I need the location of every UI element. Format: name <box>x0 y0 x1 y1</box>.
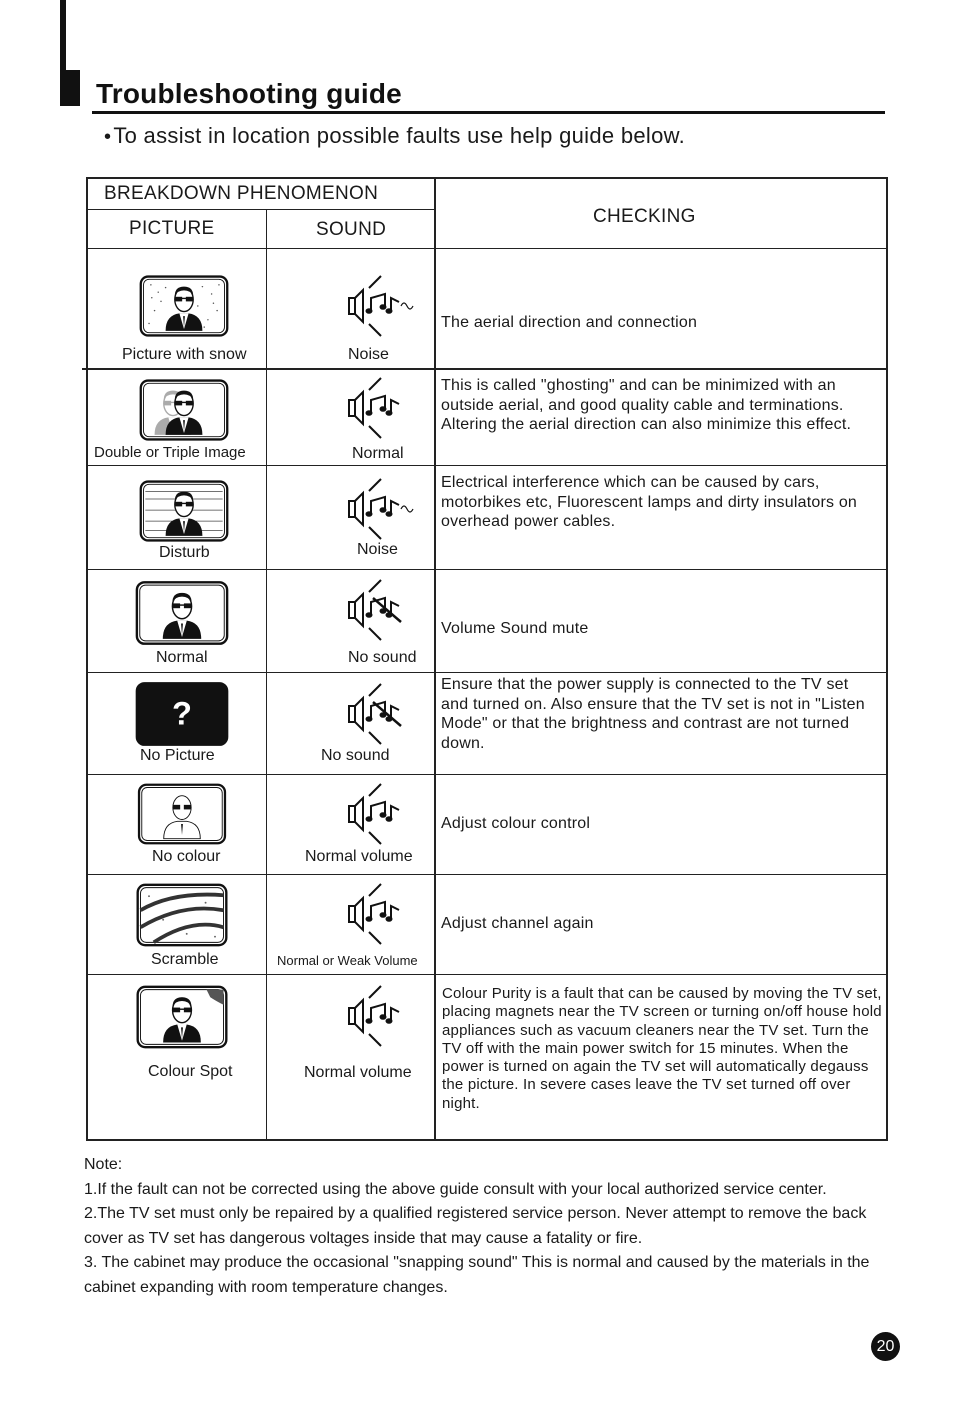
notes-section <box>84 1153 884 1301</box>
picture-caption: Picture with snow <box>122 346 247 363</box>
picture-caption: Scramble <box>151 951 219 968</box>
tv-no-picture-icon <box>134 680 230 748</box>
checking-text: Ensure that the power supply is connected to the TV set and turned on. Also ensure that the TV set is not in "Listen Mode" or that the brightness and contrast are not turned down. <box>441 676 865 752</box>
margin-bar <box>60 0 66 75</box>
bullet: • <box>104 126 112 148</box>
checking-text: Adjust colour control <box>441 815 591 832</box>
sound-header: SOUND <box>316 219 387 240</box>
tv-snow-icon <box>138 272 230 340</box>
tv-scramble-icon <box>134 882 230 948</box>
checking-text: Volume Sound mute <box>441 620 589 637</box>
note-item: 3. The cabinet may produce the occasional "snapping sound" This is normal and caused by the materials in the cabinet expanding with room temperature changes. <box>84 1254 870 1296</box>
breakdown-header: BREAKDOWN PHENOMENON <box>104 183 379 204</box>
speaker-normal-icon <box>343 780 415 852</box>
note-item: 2.The TV set must only be repaired by a qualified registered service person. Never attempt to remove the back cover as TV set has dangerous voltages inside that may cause a fatality or fire. <box>84 1205 867 1247</box>
speaker-noise-icon <box>343 272 415 344</box>
picture-caption: Disturb <box>159 544 210 561</box>
speaker-normal-icon <box>343 880 415 952</box>
sound-caption: No sound <box>348 649 417 666</box>
sound-caption: Normal volume <box>304 1064 412 1081</box>
tv-disturb-icon <box>138 477 230 545</box>
tv-normal-icon <box>134 579 230 647</box>
sound-caption: No sound <box>321 747 390 764</box>
sound-caption: Normal or Weak Volume <box>277 953 418 968</box>
speaker-mute-icon <box>343 576 415 648</box>
intro-line <box>104 123 685 149</box>
picture-header: PICTURE <box>129 218 215 239</box>
checking-text: Adjust channel again <box>441 915 594 932</box>
checking-header: CHECKING <box>593 206 696 227</box>
picture-caption: Normal <box>156 649 208 666</box>
page-title: Troubleshooting guide <box>96 78 402 109</box>
title-underline <box>92 111 885 114</box>
margin-tab <box>60 70 80 106</box>
speaker-normal-icon <box>343 982 415 1054</box>
sound-caption: Normal <box>352 445 404 462</box>
notes-heading: Note: <box>84 1156 123 1173</box>
tv-no-colour-icon <box>134 782 230 846</box>
picture-caption: Colour Spot <box>148 1063 233 1080</box>
speaker-normal-icon <box>343 374 415 446</box>
picture-caption: Double or Triple Image <box>94 444 246 461</box>
sound-caption: Noise <box>357 541 398 558</box>
checking-text: Colour Purity is a fault that can be caused by moving the TV set, placing magnets near the TV screen or turning on/off house hold appliances such as vacuum cleaners near the TV set. Turn the TV off with the main power switch for 15 minutes. When the power is turned on again the TV set will automatically degauss the picture. In severe cases leave the TV set turned off over night. <box>442 985 882 1112</box>
speaker-noise-icon <box>343 475 415 547</box>
checking-text: The aerial direction and connection <box>441 314 698 331</box>
checking-text: This is called "ghosting" and can be minimized with an outside aerial, and good quality cable and terminations. Altering the aerial direction can also minimize this effect. <box>441 377 852 433</box>
tv-colour-spot-icon <box>134 984 230 1050</box>
tv-ghost-icon <box>138 376 230 444</box>
svg-text:?: ? <box>172 694 192 732</box>
checking-text: Electrical interference which can be caused by cars, motorbikes etc, Fluorescent lamps and dirty insulators on overhead power cables. <box>441 474 858 530</box>
speaker-mute-icon <box>343 680 415 752</box>
picture-caption: No colour <box>152 848 221 865</box>
sound-caption: Normal volume <box>305 848 413 865</box>
sound-caption: Noise <box>348 346 389 363</box>
note-item: 1.If the fault can not be corrected using the above guide consult with your local authorized service center. <box>84 1180 827 1198</box>
intro-text: To assist in location possible faults use help guide below. <box>113 123 686 148</box>
page-number: 20 <box>871 1332 900 1361</box>
picture-caption: No Picture <box>140 747 215 764</box>
